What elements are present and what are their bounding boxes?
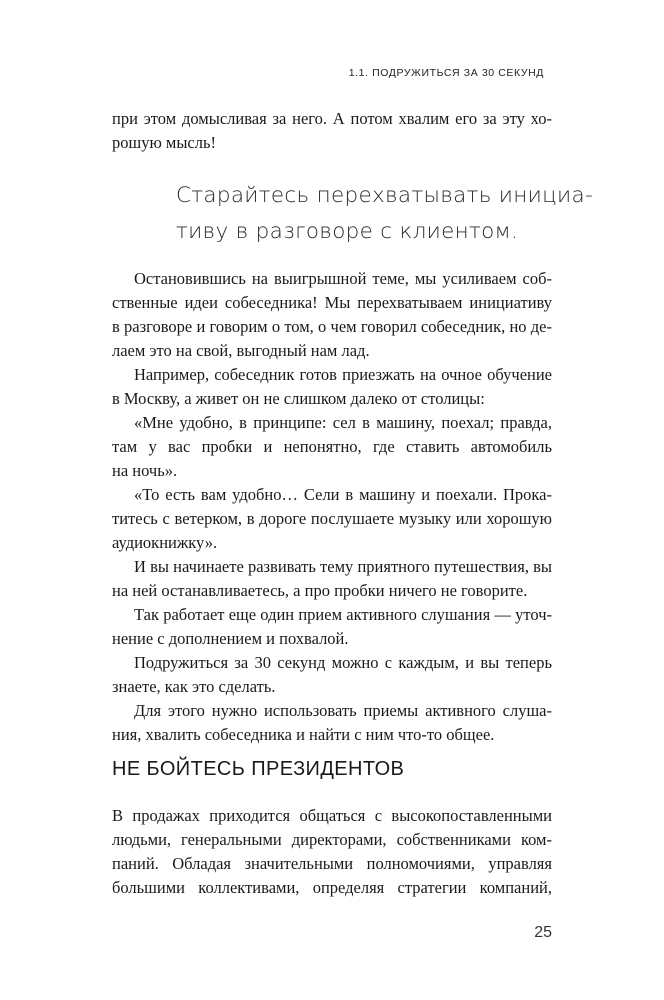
text-line: Остановившись на выигрышной теме, мы усиливаем соб-	[134, 269, 552, 288]
text-line: лаем это на свой, выгодный нам лад.	[112, 341, 370, 360]
top-paragraph	[112, 107, 552, 155]
text-line: нение с дополнением и похвалой.	[112, 629, 349, 648]
text-line: «То есть вам удобно… Сели в машину и поехали. Прока-	[134, 485, 552, 504]
text-line: «Мне удобно, в принципе: сел в машину, поехал; правда,	[134, 413, 552, 432]
text-line: И вы начинаете развивать тему приятного путешествия, вы	[134, 557, 552, 576]
text-line: большими коллективами, определяя стратегии компаний,	[112, 878, 552, 897]
text-line: ственные идеи собеседника! Мы перехватываем инициативу	[112, 293, 552, 312]
text-line: при этом домысливая за него. А потом хвалим его за эту хо-	[112, 109, 552, 128]
text-line: Например, собеседник готов приезжать на очное обучение	[134, 365, 552, 384]
text-line: на ней останавливаетесь, а про пробки ничего не говорите.	[112, 581, 528, 600]
text-line: В продажах приходится общаться с высокопоставленными	[112, 806, 552, 825]
pull-quote	[176, 178, 594, 250]
text-line: людьми, генеральными директорами, собственниками ком-	[112, 830, 552, 849]
text-line: титесь с ветерком, в дороге послушаете музыку или хорошую	[112, 509, 552, 528]
text-line: знаете, как это сделать.	[112, 677, 276, 696]
pull-quote-line: тиву в разговоре с клиентом.	[176, 219, 519, 244]
page-number: 25	[534, 924, 552, 941]
section-text	[112, 804, 552, 900]
body-text	[112, 267, 552, 747]
text-line: на ночь».	[112, 461, 178, 480]
text-line: Для этого нужно использовать приемы активного слуша-	[134, 701, 552, 720]
text-line: в разговоре и говорим о том, о чем говорил собеседник, но де-	[112, 317, 552, 336]
text-line: в Москву, а живет он не слишком далеко от столицы:	[112, 389, 485, 408]
text-line: паний. Обладая значительными полномочиями, управляя	[112, 854, 552, 873]
section-heading: НЕ БОЙТЕСЬ ПРЕЗИДЕНТОВ	[112, 758, 405, 780]
running-head: 1.1. ПОДРУЖИТЬСЯ ЗА 30 СЕКУНД	[348, 67, 544, 79]
text-line: аудиокнижку».	[112, 533, 218, 552]
text-line: Подружиться за 30 секунд можно с каждым, и вы теперь	[134, 653, 552, 672]
text-line: там у вас пробки и непонятно, где ставить автомобиль	[112, 437, 552, 456]
text-line: Так работает еще один прием активного слушания — уточ-	[134, 605, 552, 624]
pull-quote-line: Старайтесь перехватывать инициа-	[176, 183, 594, 208]
text-line: рошую мысль!	[112, 133, 217, 152]
text-line: ния, хвалить собеседника и найти с ним что-то общее.	[112, 725, 495, 744]
